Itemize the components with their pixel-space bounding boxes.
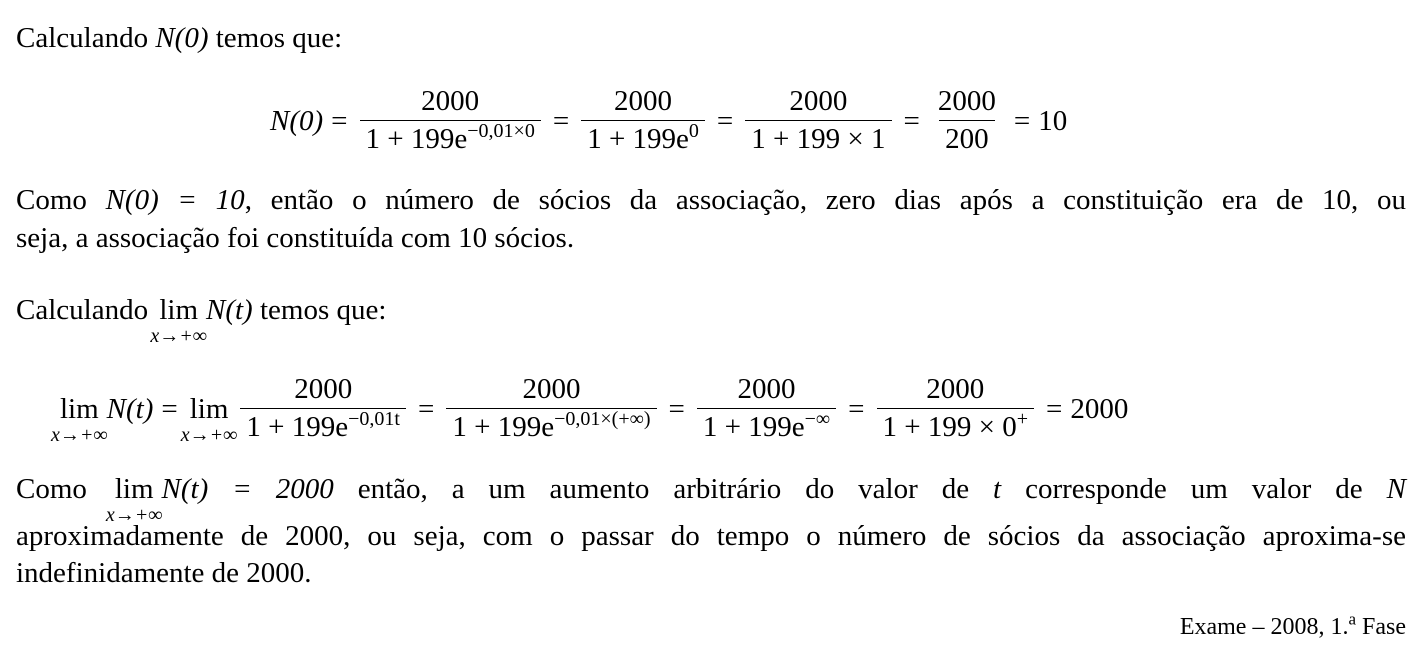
paragraph-1 — [16, 22, 342, 55]
exponent: −∞ — [804, 408, 831, 431]
paragraph-3 — [16, 294, 387, 347]
text: Como — [16, 473, 111, 505]
numerator: 2000 — [789, 85, 848, 117]
equation-result: 2000 — [1070, 392, 1129, 425]
equation-lhs: N(t) — [106, 392, 154, 425]
text: corresponde um valor de — [1001, 473, 1387, 505]
paragraph-4-line-2: aproximadamente de 2000, ou seja, com o passar do tempo o número de sócios da associação aproxima-se — [16, 520, 1406, 552]
numerator: 2000 — [737, 373, 796, 405]
denominator — [360, 120, 541, 156]
citation-text: Exame – 2008, 1. — [1179, 614, 1349, 640]
equation-lhs: N(0) — [270, 104, 324, 137]
equals-sign: = — [848, 392, 865, 425]
denominator — [697, 408, 836, 444]
text: Calculando — [16, 22, 156, 54]
paragraph-4-line-1 — [16, 473, 1406, 526]
limit-label: lim — [114, 473, 154, 505]
text: , então o número de sócios da associação, zero dias após a constituição era de 10, ou — [244, 184, 1406, 216]
exponent: −0,01t — [348, 408, 400, 431]
numerator: 2000 — [937, 85, 996, 117]
denominator-base: 1 + 199e — [452, 411, 555, 444]
denominator — [446, 408, 656, 444]
fraction — [360, 86, 541, 156]
denominator-base: 1 + 199e — [702, 411, 805, 444]
fraction — [240, 374, 406, 444]
source-citation — [1179, 609, 1406, 641]
math-variable: t — [993, 473, 1002, 505]
math-expression: N(0) — [155, 22, 209, 54]
fraction — [932, 86, 1002, 156]
denominator-base: 1 + 199e — [587, 123, 689, 156]
limit-operator — [105, 473, 163, 526]
text: Calculando — [16, 294, 156, 326]
denominator-base: 1 + 199 × 0 — [882, 411, 1017, 444]
denominator-base: 1 + 199e — [246, 411, 349, 444]
limit-subscript: x→+∞ — [105, 504, 163, 526]
exponent: −0,01×(+∞) — [554, 408, 651, 431]
denominator — [240, 408, 406, 444]
math-expression: N(t) = 2000 — [161, 473, 334, 505]
denominator: 1 + 199 × 1 — [745, 120, 891, 156]
limit-operator — [150, 294, 207, 347]
fraction — [446, 374, 656, 444]
math-variable: N — [1386, 473, 1406, 505]
numerator: 2000 — [294, 373, 353, 405]
exponent: + — [1016, 408, 1029, 431]
equals-sign: = — [903, 104, 920, 137]
equals-sign: = — [161, 392, 178, 425]
fraction — [745, 86, 891, 156]
limit-label: lim — [159, 294, 198, 326]
limit-subscript: x→+∞ — [180, 423, 238, 446]
limit-operator — [51, 392, 108, 446]
exponent: 0 — [688, 120, 699, 143]
paragraph-2-line-2: seja, a associação foi constituída com 10 sócios. — [16, 222, 575, 254]
equation-n0 — [270, 86, 1067, 156]
text: então, a um aumento arbitrário do valor de — [333, 473, 994, 505]
math-expression: N(t) — [206, 294, 253, 326]
numerator: 2000 — [522, 373, 581, 405]
equation-limit — [51, 373, 1129, 446]
math-expression: N(0) = 10 — [105, 184, 245, 216]
paragraph-2-line-1 — [16, 184, 1406, 217]
equals-sign: = — [1046, 392, 1063, 425]
numerator: 2000 — [926, 373, 985, 405]
text: temos que: — [208, 22, 343, 54]
paragraph-4-line-3: indefinidamente de 2000. — [16, 557, 312, 589]
equals-sign: = — [716, 104, 734, 137]
limit-label: lim — [189, 392, 229, 425]
equals-sign: = — [331, 104, 348, 137]
fraction — [581, 86, 705, 156]
limit-operator — [180, 392, 238, 446]
equation-result: 10 — [1038, 104, 1068, 137]
ordinal-superscript: a — [1348, 609, 1356, 629]
citation-text: Fase — [1356, 614, 1406, 640]
denominator — [581, 120, 705, 156]
fraction — [697, 374, 836, 444]
equals-sign: = — [552, 104, 570, 137]
denominator — [877, 408, 1035, 444]
numerator: 2000 — [421, 85, 480, 117]
limit-subscript: x→+∞ — [150, 325, 207, 347]
denominator: 200 — [939, 120, 995, 156]
equals-sign: = — [1013, 104, 1031, 137]
equals-sign: = — [418, 392, 435, 425]
fraction — [877, 374, 1035, 444]
limit-label: lim — [60, 392, 99, 425]
exponent: −0,01×0 — [467, 120, 535, 143]
text: Como — [16, 184, 106, 216]
denominator-base: 1 + 199e — [365, 123, 468, 156]
text: temos que: — [252, 294, 387, 326]
limit-subscript: x→+∞ — [51, 423, 108, 446]
numerator: 2000 — [614, 85, 673, 117]
equals-sign: = — [668, 392, 685, 425]
